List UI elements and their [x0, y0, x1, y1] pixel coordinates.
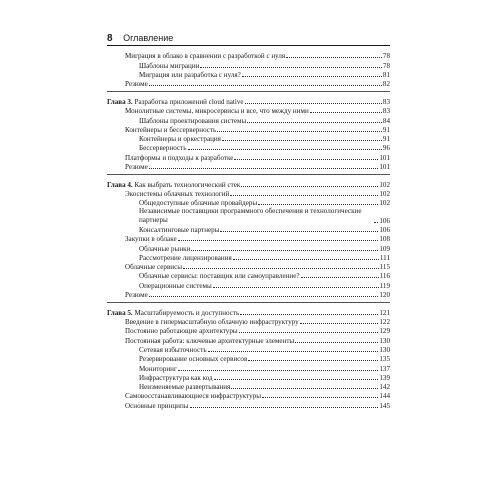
dot-leader — [213, 287, 379, 288]
toc-entry-title: Шаблоны миграции — [139, 61, 200, 70]
dot-leader — [149, 168, 379, 169]
toc-page-number: 101 — [379, 153, 390, 162]
dot-leader — [230, 195, 378, 196]
dot-leader — [220, 231, 378, 232]
toc-entry[interactable] — [107, 106, 390, 115]
toc-page-number: 91 — [382, 135, 390, 144]
toc-entry[interactable] — [107, 354, 390, 363]
toc-page-number: 137 — [379, 364, 390, 373]
toc-page-number: 102 — [379, 190, 390, 199]
toc-entry-title: Резюме — [125, 291, 148, 300]
dot-leader — [183, 268, 379, 269]
chapter-separator — [107, 91, 390, 92]
dot-leader — [231, 388, 378, 389]
dot-leader — [191, 250, 378, 251]
chapter-separator — [107, 302, 390, 303]
toc-entry[interactable] — [107, 51, 390, 60]
toc-chapter-entry[interactable] — [107, 180, 390, 189]
dot-leader — [248, 360, 378, 361]
dot-leader — [247, 122, 382, 123]
toc-page-number: 129 — [379, 327, 390, 336]
toc-entry[interactable] — [107, 326, 390, 335]
toc-page-number: 130 — [379, 336, 390, 345]
dot-leader — [200, 67, 381, 68]
table-of-contents — [107, 51, 390, 410]
toc-entry-title: Закупки в облаке — [125, 235, 177, 244]
toc-page-number: 145 — [379, 401, 390, 410]
dot-leader — [262, 397, 378, 398]
dot-leader — [301, 277, 379, 278]
header-rule — [107, 45, 390, 46]
toc-entry-title: Постоянная работа: ключевые архитектурные элементы — [125, 336, 295, 345]
toc-entry[interactable] — [107, 373, 390, 382]
dot-leader — [241, 186, 378, 187]
toc-entry-title: Консалтинговые партнеры — [139, 225, 220, 234]
toc-entry[interactable] — [107, 125, 390, 134]
dot-leader — [295, 342, 378, 343]
dot-leader — [233, 259, 379, 260]
toc-page-number: 106 — [379, 225, 390, 234]
toc-entry-title: Неизменяемые развертывания — [139, 383, 231, 392]
toc-entry-title: Облачные сервисы: поставщик или самоуправление? — [139, 272, 300, 281]
toc-page-number: 115 — [379, 263, 390, 272]
dot-leader — [300, 323, 379, 324]
toc-entry-title — [107, 309, 239, 317]
dot-leader — [149, 296, 379, 297]
toc-entry-title: Бессерверность — [139, 144, 187, 153]
chapter-label: Глава 5. — [107, 308, 133, 317]
toc-entry[interactable] — [107, 317, 390, 326]
running-head-title: Оглавление — [123, 33, 174, 43]
toc-entry-title: Мониторинг — [139, 364, 177, 373]
toc-page-number: 111 — [379, 253, 390, 262]
toc-entry[interactable] — [107, 253, 390, 262]
chapter-title: Разработка приложений cloud native — [134, 97, 244, 106]
toc-entry-title: Самовосстанавливающиеся инфраструктуры — [125, 392, 262, 401]
dot-leader — [190, 407, 379, 408]
toc-page-number: 121 — [379, 308, 390, 317]
toc-page-number: 109 — [379, 244, 390, 253]
toc-entry-title: Экосистемы облачных технологий — [125, 190, 230, 199]
page-number: 8 — [107, 33, 113, 44]
toc-entry[interactable] — [107, 345, 390, 354]
toc-entry[interactable] — [107, 363, 390, 372]
chapter-label: Глава 4. — [107, 180, 133, 189]
chapter-title: Как выбрать технологический стек — [134, 180, 241, 189]
dot-leader — [214, 379, 379, 380]
toc-entry[interactable] — [107, 152, 390, 161]
dot-leader — [374, 222, 378, 223]
toc-entry[interactable] — [107, 162, 390, 171]
toc-entry[interactable] — [107, 225, 390, 234]
toc-page-number: 78 — [382, 61, 390, 70]
toc-page-number: 96 — [382, 144, 390, 153]
toc-entry-title: Шаблоны проектирования системы — [139, 116, 247, 125]
toc-page-number: 144 — [379, 392, 390, 401]
toc-page-number: 106 — [379, 216, 390, 225]
toc-entry-title: Миграция или разработка с нуля? — [139, 70, 241, 79]
toc-page-number: 108 — [379, 235, 390, 244]
toc-entry-title: Независимые поставщики программного обеспечения и технологические партнеры — [139, 207, 362, 225]
toc-entry-title — [107, 98, 244, 106]
toc-entry[interactable] — [107, 60, 390, 69]
toc-entry[interactable] — [107, 335, 390, 344]
toc-entry[interactable] — [107, 115, 390, 124]
dot-leader — [310, 112, 382, 113]
toc-entry-title: Монолитные системы, микросервисы и все, что между ними — [125, 107, 309, 116]
toc-page-number: 102 — [379, 180, 390, 189]
toc-entry-title — [107, 181, 240, 189]
toc-entry[interactable] — [107, 70, 390, 79]
toc-entry[interactable] — [107, 198, 390, 207]
toc-entry-title: Контейнеры и бессерверность — [125, 125, 217, 134]
toc-entry-title: Платформы и подходы к разработке — [125, 153, 234, 162]
toc-entry[interactable] — [107, 143, 390, 152]
dot-leader — [178, 370, 378, 371]
dot-leader — [245, 103, 382, 104]
dot-leader — [286, 57, 382, 58]
toc-entry-title: Резюме — [125, 80, 148, 89]
toc-page-number: 101 — [379, 163, 390, 172]
toc-chapter-entry[interactable] — [107, 97, 390, 106]
toc-page-number: 142 — [379, 383, 390, 392]
toc-entry-title: Облачные рынки — [139, 244, 191, 253]
dot-leader — [217, 131, 382, 132]
toc-entry[interactable] — [107, 290, 390, 299]
toc-page-number: 82 — [382, 80, 390, 89]
toc-page-number: 130 — [379, 346, 390, 354]
toc-entry[interactable] — [107, 207, 390, 224]
dot-leader — [240, 314, 378, 315]
dot-leader — [234, 159, 378, 160]
dot-leader — [239, 332, 379, 333]
toc-entry-title: Сетевая избыточность — [139, 346, 207, 354]
dot-leader — [178, 240, 379, 241]
toc-entry[interactable] — [107, 79, 390, 88]
toc-page-number: 91 — [382, 125, 390, 134]
toc-entry-title: Миграция в облако в сравнении с разработкой с нуля — [125, 52, 286, 61]
running-head — [107, 31, 390, 45]
toc-page-number: 135 — [379, 355, 390, 364]
toc-page-number: 102 — [379, 199, 390, 208]
toc-entry-title: Резервирование основных сервисов — [139, 355, 248, 364]
toc-entry-title: Облачные сервисы — [125, 263, 183, 272]
toc-entry[interactable] — [107, 243, 390, 252]
toc-entry[interactable] — [107, 400, 390, 409]
toc-page-number: 81 — [382, 70, 390, 79]
dot-leader — [149, 85, 382, 86]
toc-entry[interactable] — [107, 271, 390, 280]
chapter-title: Масштабируемость и доступность — [134, 308, 240, 317]
toc-page-number: 83 — [382, 97, 390, 106]
toc-page-number: 116 — [379, 272, 390, 281]
toc-page-number: 83 — [382, 107, 390, 116]
dot-leader — [242, 76, 382, 77]
dot-leader — [188, 149, 382, 150]
toc-entry[interactable] — [107, 234, 390, 243]
toc-page-number: 122 — [379, 318, 390, 327]
toc-entry-title: Резюме — [125, 163, 148, 172]
dot-leader — [208, 351, 379, 352]
toc-entry-title: Контейнеры и оркестрация — [139, 135, 221, 144]
toc-entry-title: Общедоступные облачные провайдеры — [139, 199, 258, 208]
toc-entry[interactable] — [107, 134, 390, 143]
toc-page-number: 120 — [379, 291, 390, 300]
toc-chapter-entry[interactable] — [107, 308, 390, 317]
toc-entry[interactable] — [107, 189, 390, 198]
toc-entry[interactable] — [107, 391, 390, 400]
toc-entry-title: Постоянно работающие архитектуры — [125, 327, 238, 336]
toc-page-number: 139 — [379, 373, 390, 382]
toc-page-number: 119 — [379, 281, 390, 290]
chapter-label: Глава 3. — [107, 97, 133, 106]
dot-leader — [222, 140, 382, 141]
toc-page-number: 84 — [382, 116, 390, 125]
toc-entry-title: Введение в гипермасштабную облачную инфраструктуру — [125, 318, 299, 327]
toc-entry[interactable] — [107, 280, 390, 289]
toc-entry-title: Основные принципы — [125, 401, 189, 410]
toc-entry[interactable] — [107, 262, 390, 271]
toc-entry-title: Операционные системы — [139, 281, 212, 290]
toc-entry-title: Инфраструктура как код — [139, 373, 213, 382]
dot-leader — [258, 204, 378, 205]
chapter-separator — [107, 174, 390, 175]
toc-entry[interactable] — [107, 382, 390, 391]
toc-entry-title: Рассмотрение лицензирования — [139, 253, 232, 262]
toc-page-number: 78 — [382, 52, 390, 61]
